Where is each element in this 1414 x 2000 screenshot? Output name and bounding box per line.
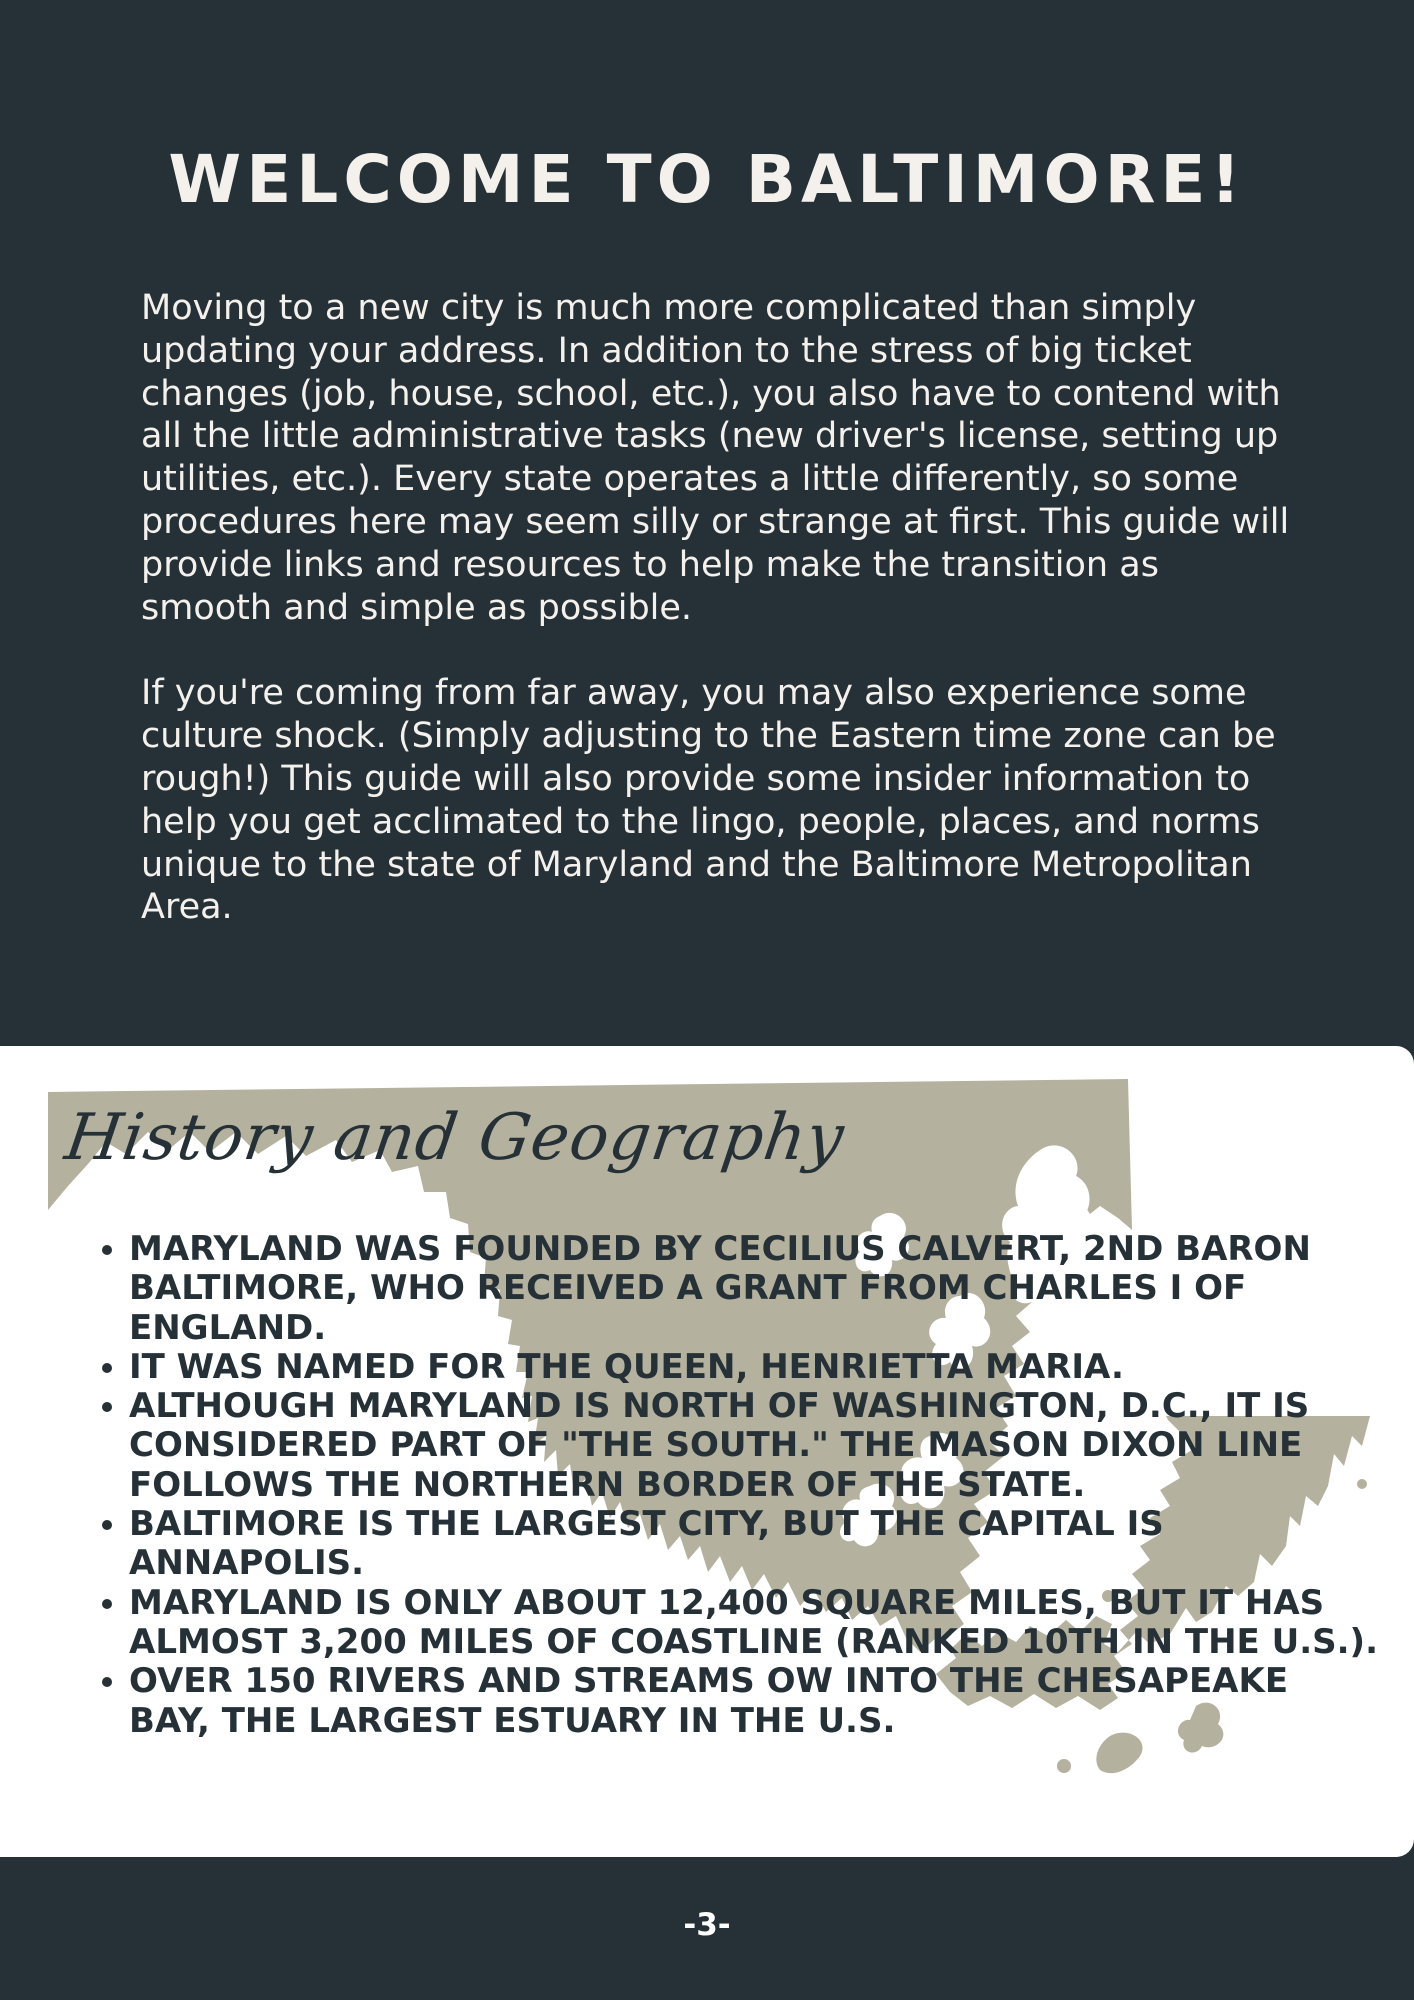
fact-item: • MARYLAND IS ONLY ABOUT 12,400 SQUARE MILES, BUT IT HAS ALMOST 3,200 MILES OF COASTLINE (RANKED 10TH IN THE U.S.). <box>129 1584 1379 1663</box>
facts-list <box>92 1230 1379 1741</box>
intro-text <box>141 287 1291 972</box>
page-title: WELCOME TO BALTIMORE! <box>168 141 1246 218</box>
fact-item: • ALTHOUGH MARYLAND IS NORTH OF WASHINGTON, D.C., IT IS CONSIDERED PART OF "THE SOUTH." THE MASON DIXON LINE FOLLOWS THE NORTHERN BORDER OF THE STATE. <box>129 1387 1379 1505</box>
fact-item: • MARYLAND WAS FOUNDED BY CECILIUS CALVERT, 2ND BARON BALTIMORE, WHO RECEIVED A GRANT FROM CHARLES I OF ENGLAND. <box>129 1230 1379 1348</box>
history-geography-heading: History and Geography <box>60 1101 849 1175</box>
intro-paragraph: If you're coming from far away, you may also experience some culture shock. (Simply adjusting to the Eastern time zone can be rough!) This guide will also provide some insider information to help you get acclimated to the lingo, people, places, and norms unique to the state of Maryland and the Baltimore Metropolitan Area. <box>141 673 1276 928</box>
history-geography-panel <box>0 1046 1414 1857</box>
fact-item: • OVER 150 RIVERS AND STREAMS OW INTO THE CHESAPEAKE BAY, THE LARGEST ESTUARY IN THE U.S. <box>129 1662 1379 1741</box>
intro-paragraph: Moving to a new city is much more complicated than simply updating your address. In addition to the stress of big ticket changes (job, house, school, etc.), you also have to contend with all the little administrative tasks (new driver's license, setting up utilities, etc.). Every state operates a little differently, so some procedures here may seem silly or strange at first. This guide will provide links and resources to help make the transition as smooth and simple as possible. <box>141 288 1290 628</box>
page-footer <box>0 1857 1414 2000</box>
fact-item: • BALTIMORE IS THE LARGEST CITY, BUT THE CAPITAL IS ANNAPOLIS. <box>129 1505 1379 1584</box>
page-number: -3- <box>683 1907 731 1943</box>
fact-item: • IT WAS NAMED FOR THE QUEEN, HENRIETTA MARIA. <box>129 1348 1379 1387</box>
